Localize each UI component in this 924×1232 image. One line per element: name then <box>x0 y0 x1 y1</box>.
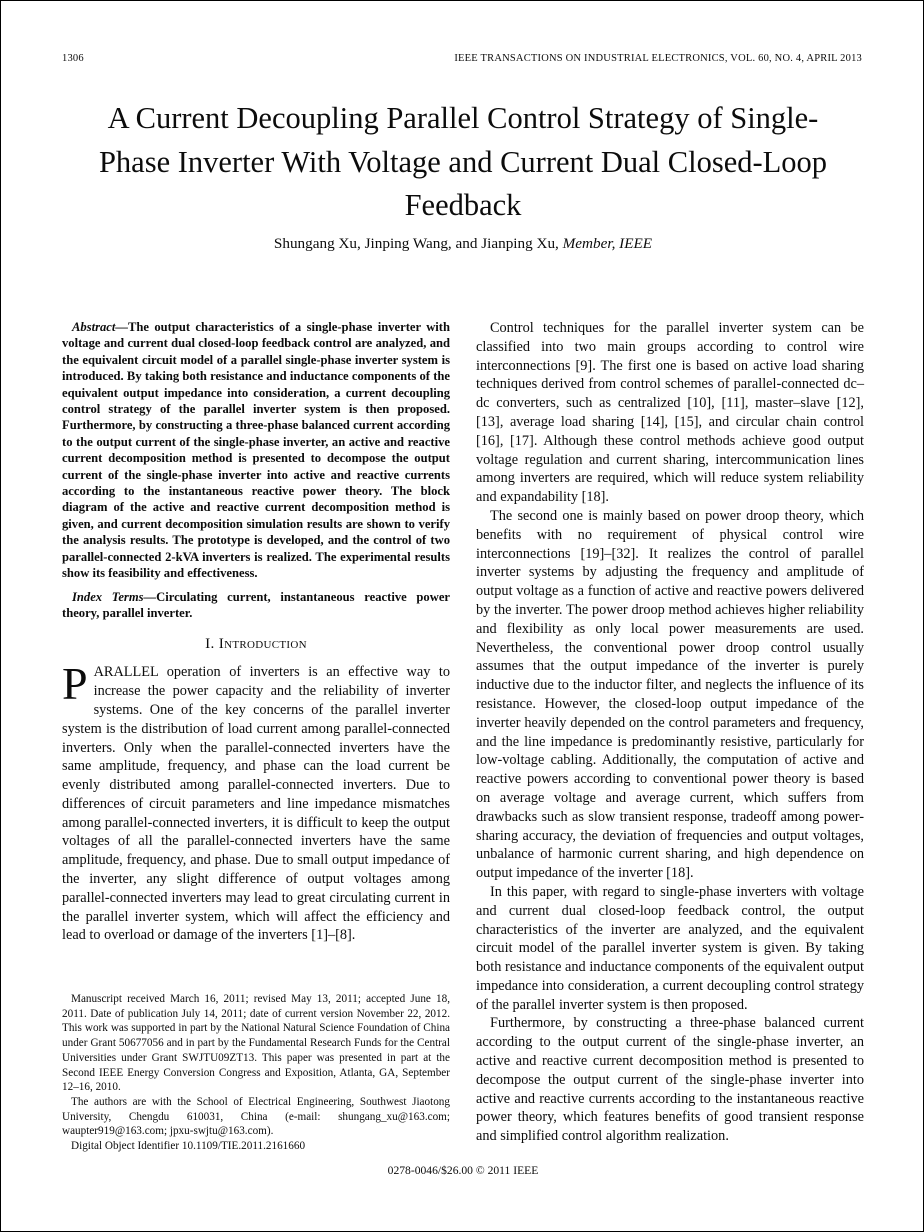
body-paragraph: In this paper, with regard to single-phase inverters with voltage and current dual closed-loop feedback control, the output characteristics of the inverter are analyzed, and the equivalent circuit model of the parallel inverter system is given. By taking both resistance and inductance components of the equivalent output impedance into consideration, a current decoupling control strategy of the parallel inverter system is then proposed. <box>476 883 864 1013</box>
footnote-manuscript-history: Manuscript received March 16, 2011; revised May 13, 2011; accepted June 18, 2011. Date of publication July 14, 2011; date of current version November 22, 2012. This work was supported in part by the National Natural Science Foundation of China under Grant 50677056 and in part by the Fundamental Research Funds for the Central Universities under Grant SWJTU09ZT13. This paper was presented in part at the Second IEEE Energy Conversion Congress and Exposition, Atlanta, GA, September 12–16, 2010. <box>62 993 450 1094</box>
page-number: 1306 <box>62 53 84 64</box>
introduction-text: ARALLEL operation of inverters is an effective way to increase the power capacity and the reliability of inverter systems. One of the key concerns of the parallel inverter system is the distribution of load current among parallel-connected inverters. Only when the parallel-connected inverters have the same amplitude, frequency, and phase can the load current be evenly distributed among parallel-connected inverters. Due to differences of circuit parameters and line impedance mismatches among parallel-connected inverters, it is difficult to keep the output voltages of all the parallel-connected inverters have the same amplitude, frequency, and phase. Due to small output impedance of the inverter, any slight difference of output voltages among parallel-connected inverters may lead to great circulating current in the parallel inverter system, which will affect the efficiency and lead to overload or damage of the inverters [1]–[8]. <box>62 664 450 944</box>
body-paragraph: The second one is mainly based on power droop theory, which benefits with no requirement of physical control wire interconnections [19]–[32]. It realizes the control of parallel inverter systems by adjusting the frequency and amplitude of output voltage as a function of active and reactive powers delivered by the inverter. The power droop method achieves higher reliability and flexibility as only local power measurements are used. Nevertheless, the conventional power droop control usually assumes that the output impedance of the inverter is purely inductive due to the inductor filter, and neglects the influence of its resistance. However, the closed-loop output impedance of the inverter heavily depended on the control parameters and frequency, and the line impedance is predominantly resistive, particularly for low-voltage cabling. Additionally, the computation of active and reactive powers according to conventional power theory is based on average voltage and average current, which suffers from drawbacks such as slow transient response, tradeoff among power-sharing accuracy, the deviation of frequencies and output voltages, unbalance of harmonic current sharing, and high dependence on output impedance of the inverter [18]. <box>476 507 864 882</box>
index-terms-paragraph <box>62 589 450 622</box>
journal-title: IEEE TRANSACTIONS ON INDUSTRIAL ELECTRONICS, VOL. 60, NO. 4, APRIL 2013 <box>454 53 862 64</box>
section-heading-introduction: I. Introduction <box>205 635 307 653</box>
body-paragraph: Furthermore, by constructing a three-phase balanced current according to the output current of the single-phase inverter, an active and reactive current decomposition method is presented to decompose the output current of the single-phase inverter into active and reactive currents according to the instantaneous reactive power theory, which features benefits of good transient response and simplified control algorithm realization. <box>476 1015 864 1145</box>
abstract-label: Abstract— <box>72 320 128 334</box>
author-names: Shungang Xu, Jinping Wang, and Jianping Xu, <box>273 235 563 252</box>
footnote-doi: Digital Object Identifier 10.1109/TIE.2011.2161660 <box>71 1140 306 1153</box>
running-head <box>62 53 862 64</box>
footnote-author-affiliation: The authors are with the School of Electrical Engineering, Southwest Jiaotong University, Chengdu 610031, China (e-mail: shungang_xu@163.com; waupter919@163.com; jpxu-swjtu@163.com). <box>62 1095 450 1138</box>
index-terms-text: Circulating current, instantaneous reactive power theory, parallel inverter. <box>62 589 450 620</box>
paper-title <box>63 97 863 228</box>
authors-line <box>63 235 863 253</box>
index-terms-label: Index Terms— <box>72 589 157 604</box>
abstract-paragraph <box>62 319 450 582</box>
member-designation: Member, IEEE <box>562 235 653 252</box>
introduction-paragraph <box>62 658 450 945</box>
right-column <box>476 319 864 1146</box>
dropcap-letter: P <box>62 658 88 710</box>
copyright-line: 0278-0046/$26.00 © 2011 IEEE <box>387 1164 539 1177</box>
first-page-footnote <box>62 992 450 1154</box>
paper-title-text: A Current Decoupling Parallel Control Strategy of Single-Phase Inverter With Voltage and Current Dual Closed-Loop Feedback <box>98 101 828 222</box>
body-paragraph: Control techniques for the parallel inverter system can be classified into two main groups according to control wire interconnections [9]. The first one is based on active load sharing techniques derived from control schemes of parallel-connected dc–dc converters, such as centralized [10], [11], master–slave [12], [13], average load sharing [14], [15], and circular chain control [16], [17]. Although these control methods achieve good output voltage regulation and current sharing, intercommunication lines among inverters are required, which will reduce system reliability and expandability [18]. <box>476 320 864 506</box>
abstract-text: The output characteristics of a single-phase inverter with voltage and current dual closed-loop feedback control are analyzed, and the equivalent circuit model of a parallel single-phase inverter system is introduced. By taking both resistance and inductance components of the equivalent output impedance into consideration, a current decoupling control strategy of the parallel inverter system is then proposed. Furthermore, by constructing a three-phase balanced current according to the output current of the single-phase inverter, an active and reactive current decomposition method is presented to decompose the output current of the single-phase inverter into active and reactive currents according to the instantaneous reactive power theory. The block diagram of the active and reactive current decomposition method is given, and current decomposition simulation results are shown to verify the analysis results. The prototype is developed, and the control of two parallel-connected 2-kVA inverters is realized. The experimental results show its feasibility and effectiveness. <box>62 320 450 581</box>
